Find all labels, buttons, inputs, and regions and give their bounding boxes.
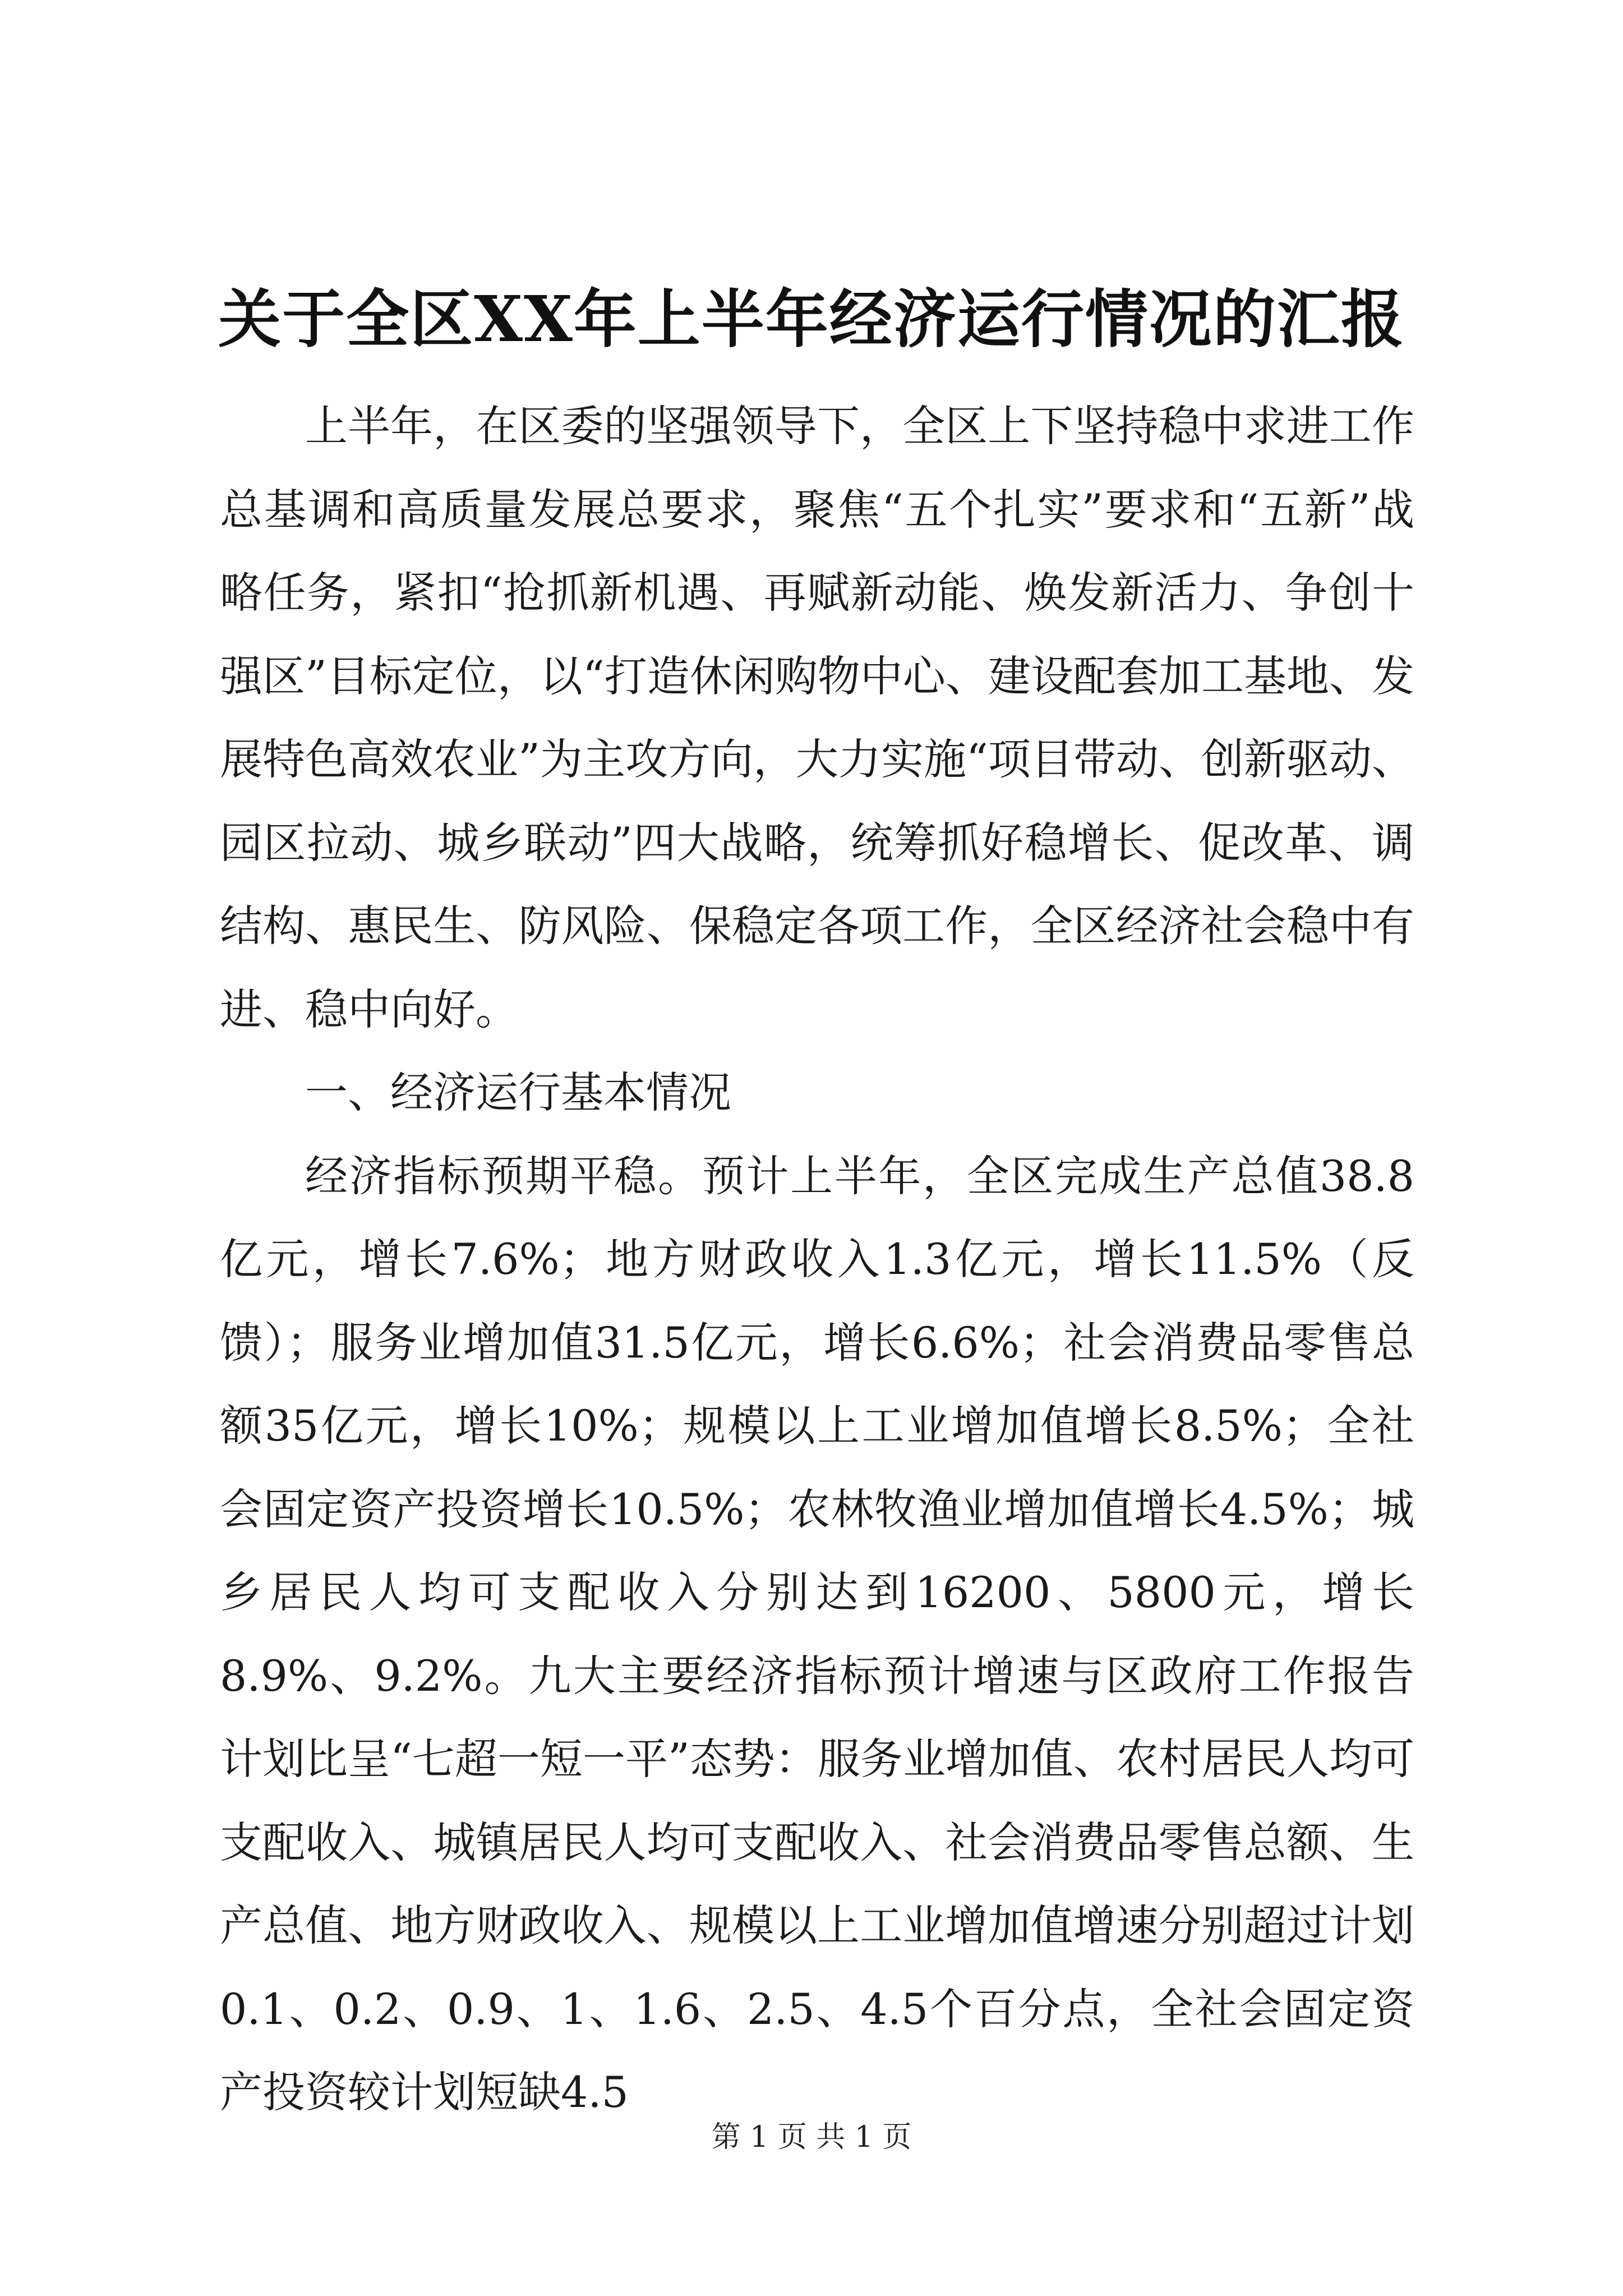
document-body [220,385,1414,2134]
intro-paragraph: 上半年，在区委的坚强领导下，全区上下坚持稳中求进工作总基调和高质量发展总要求，聚焦“五个扎实”要求和“五新”战略任务，紧扣“抢抓新机遇、再赋新动能、焕发新活力、争创十强区”目标定位，以“打造休闲购物中心、建设配套加工基地、发展特色高效农业”为主攻方向，大力实施“项目带动、创新驱动、园区拉动、城乡联动”四大战略，统筹抓好稳增长、促改革、调结构、惠民生、防风险、保稳定各项工作，全区经济社会稳中有进、稳中向好。 [220,401,1414,1034]
section-heading: 一、经济运行基本情况 [305,1068,731,1117]
section-paragraph: 经济指标预期平稳。预计上半年，全区完成生产总值38.8亿元，增长7.6%；地方财政收入1.3亿元，增长11.5%（反馈）；服务业增加值31.5亿元，增长6.6%；社会消费品零售总额35亿元，增长10%；规模以上工业增加值增长8.5%；全社会固定资产投资增长10.5%；农林牧渔业增加值增长4.5%；城乡居民人均可支配收入分别达到16200、5800元，增长8.9%、9.2%。九大主要经济指标预计增速与区政府工作报告计划比呈“七超一短一平”态势：服务业增加值、农村居民人均可支配收入、城镇居民人均可支配收入、社会消费品零售总额、生产总值、地方财政收入、规模以上工业增加值增速分别超过计划0.1、0.2、0.9、1、1.6、2.5、4.5个百分点，全社会固定资产投资较计划短缺4.5 [220,1151,1414,2117]
page-footer: 第 1 页 共 1 页 [711,2120,912,2154]
document-title: 关于全区XX年上半年经济运行情况的汇报 [218,283,1405,356]
